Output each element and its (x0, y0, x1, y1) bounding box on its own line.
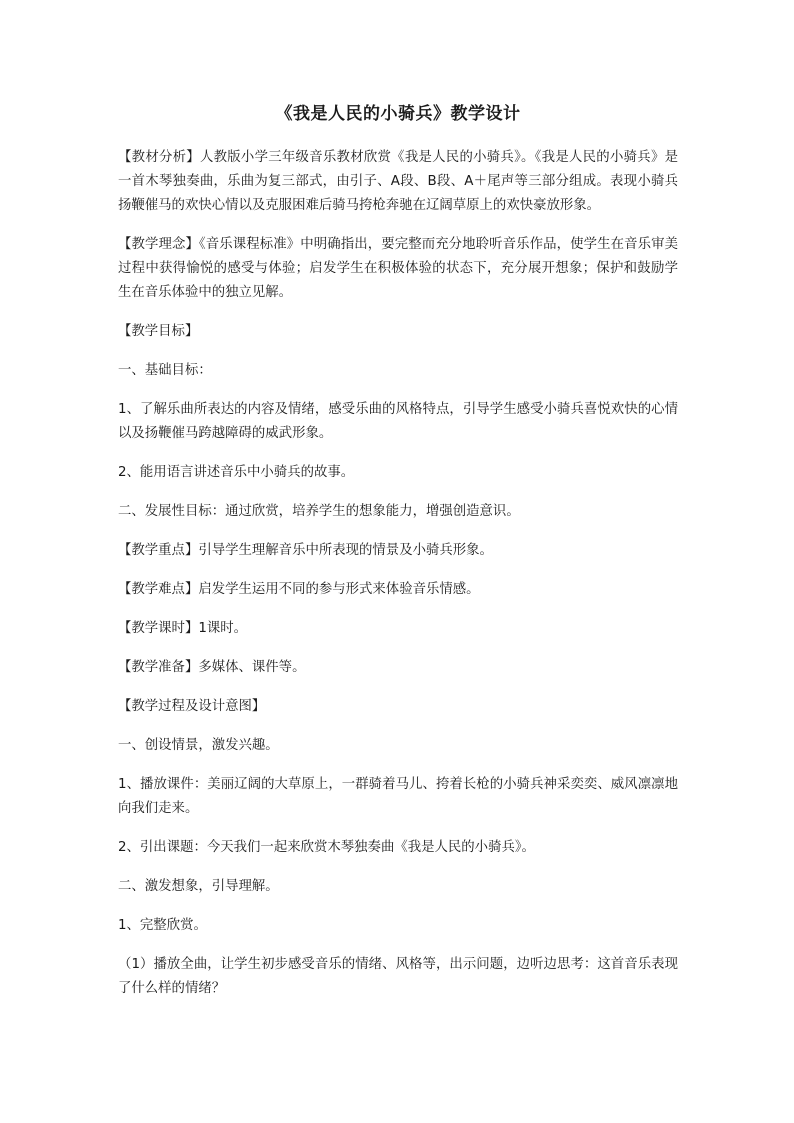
paragraph-development-goal: 二、发展性目标：通过欣赏，培养学生的想象能力，增强创造意识。 (118, 504, 520, 519)
paragraph-class-hours: 【教学课时】1课时。 (118, 621, 248, 636)
paragraph-key-point: 【教学重点】引导学生理解音乐中所表现的情景及小骑兵形象。 (118, 543, 493, 558)
heading-basic-goals: 一、基础目标： (118, 363, 212, 378)
heading-teaching-process: 【教学过程及设计意图】 (118, 699, 266, 714)
heading-teaching-goals: 【教学目标】 (118, 324, 199, 339)
paragraph-teaching-concept: 【教学理念】《音乐课程标准》中明确指出，要完整而充分地聆听音乐作品，使学生在音乐审美过程中获得愉悦的感受与体验；启发学生在积极体验的状态下，充分展开想象；保护和鼓励学生在音乐体验中的独立见解。 (118, 237, 678, 300)
paragraph-difficulty: 【教学难点】启发学生运用不同的参与形式来体验音乐情感。 (118, 582, 480, 597)
paragraph-goal-1: 1、了解乐曲所表达的内容及情绪，感受乐曲的风格特点，引导学生感受小骑兵喜悦欢快的心情以及扬鞭催马跨越障碍的威武形象。 (118, 402, 678, 441)
paragraph-full-listening: 1、完整欣赏。 (118, 918, 207, 933)
paragraph-preparation: 【教学准备】多媒体、课件等。 (118, 660, 306, 675)
document-page (118, 100, 678, 1016)
paragraph-goal-2: 2、能用语言讲述音乐中小骑兵的故事。 (118, 465, 355, 480)
paragraph-listening-question: （1）播放全曲，让学生初步感受音乐的情绪、风格等，出示问题，边听边思考：这首音乐表现了什么样的情绪？ (118, 957, 678, 996)
paragraph-material-analysis: 【教材分析】人教版小学三年级音乐教材欣赏《我是人民的小骑兵》。《我是人民的小骑兵》是一首木琴独奏曲，乐曲为复三部式，由引子、A段、B段、A＋尾声等三部分组成。表现小骑兵扬鞭催马的欢快心情以及克服困难后骑马挎枪奔驰在辽阔草原上的欢快豪放形象。 (118, 150, 678, 213)
document-title: 《我是人民的小骑兵》教学设计 (275, 104, 521, 124)
paragraph-step-1: 1、播放课件：美丽辽阔的大草原上，一群骑着马儿、挎着长枪的小骑兵神采奕奕、威风凛凛地向我们走来。 (118, 777, 678, 816)
heading-section-1: 一、创设情景，激发兴趣。 (118, 738, 279, 753)
heading-section-2: 二、激发想象，引导理解。 (118, 879, 279, 894)
paragraph-step-2: 2、引出课题：今天我们一起来欣赏木琴独奏曲《我是人民的小骑兵》。 (118, 840, 535, 855)
